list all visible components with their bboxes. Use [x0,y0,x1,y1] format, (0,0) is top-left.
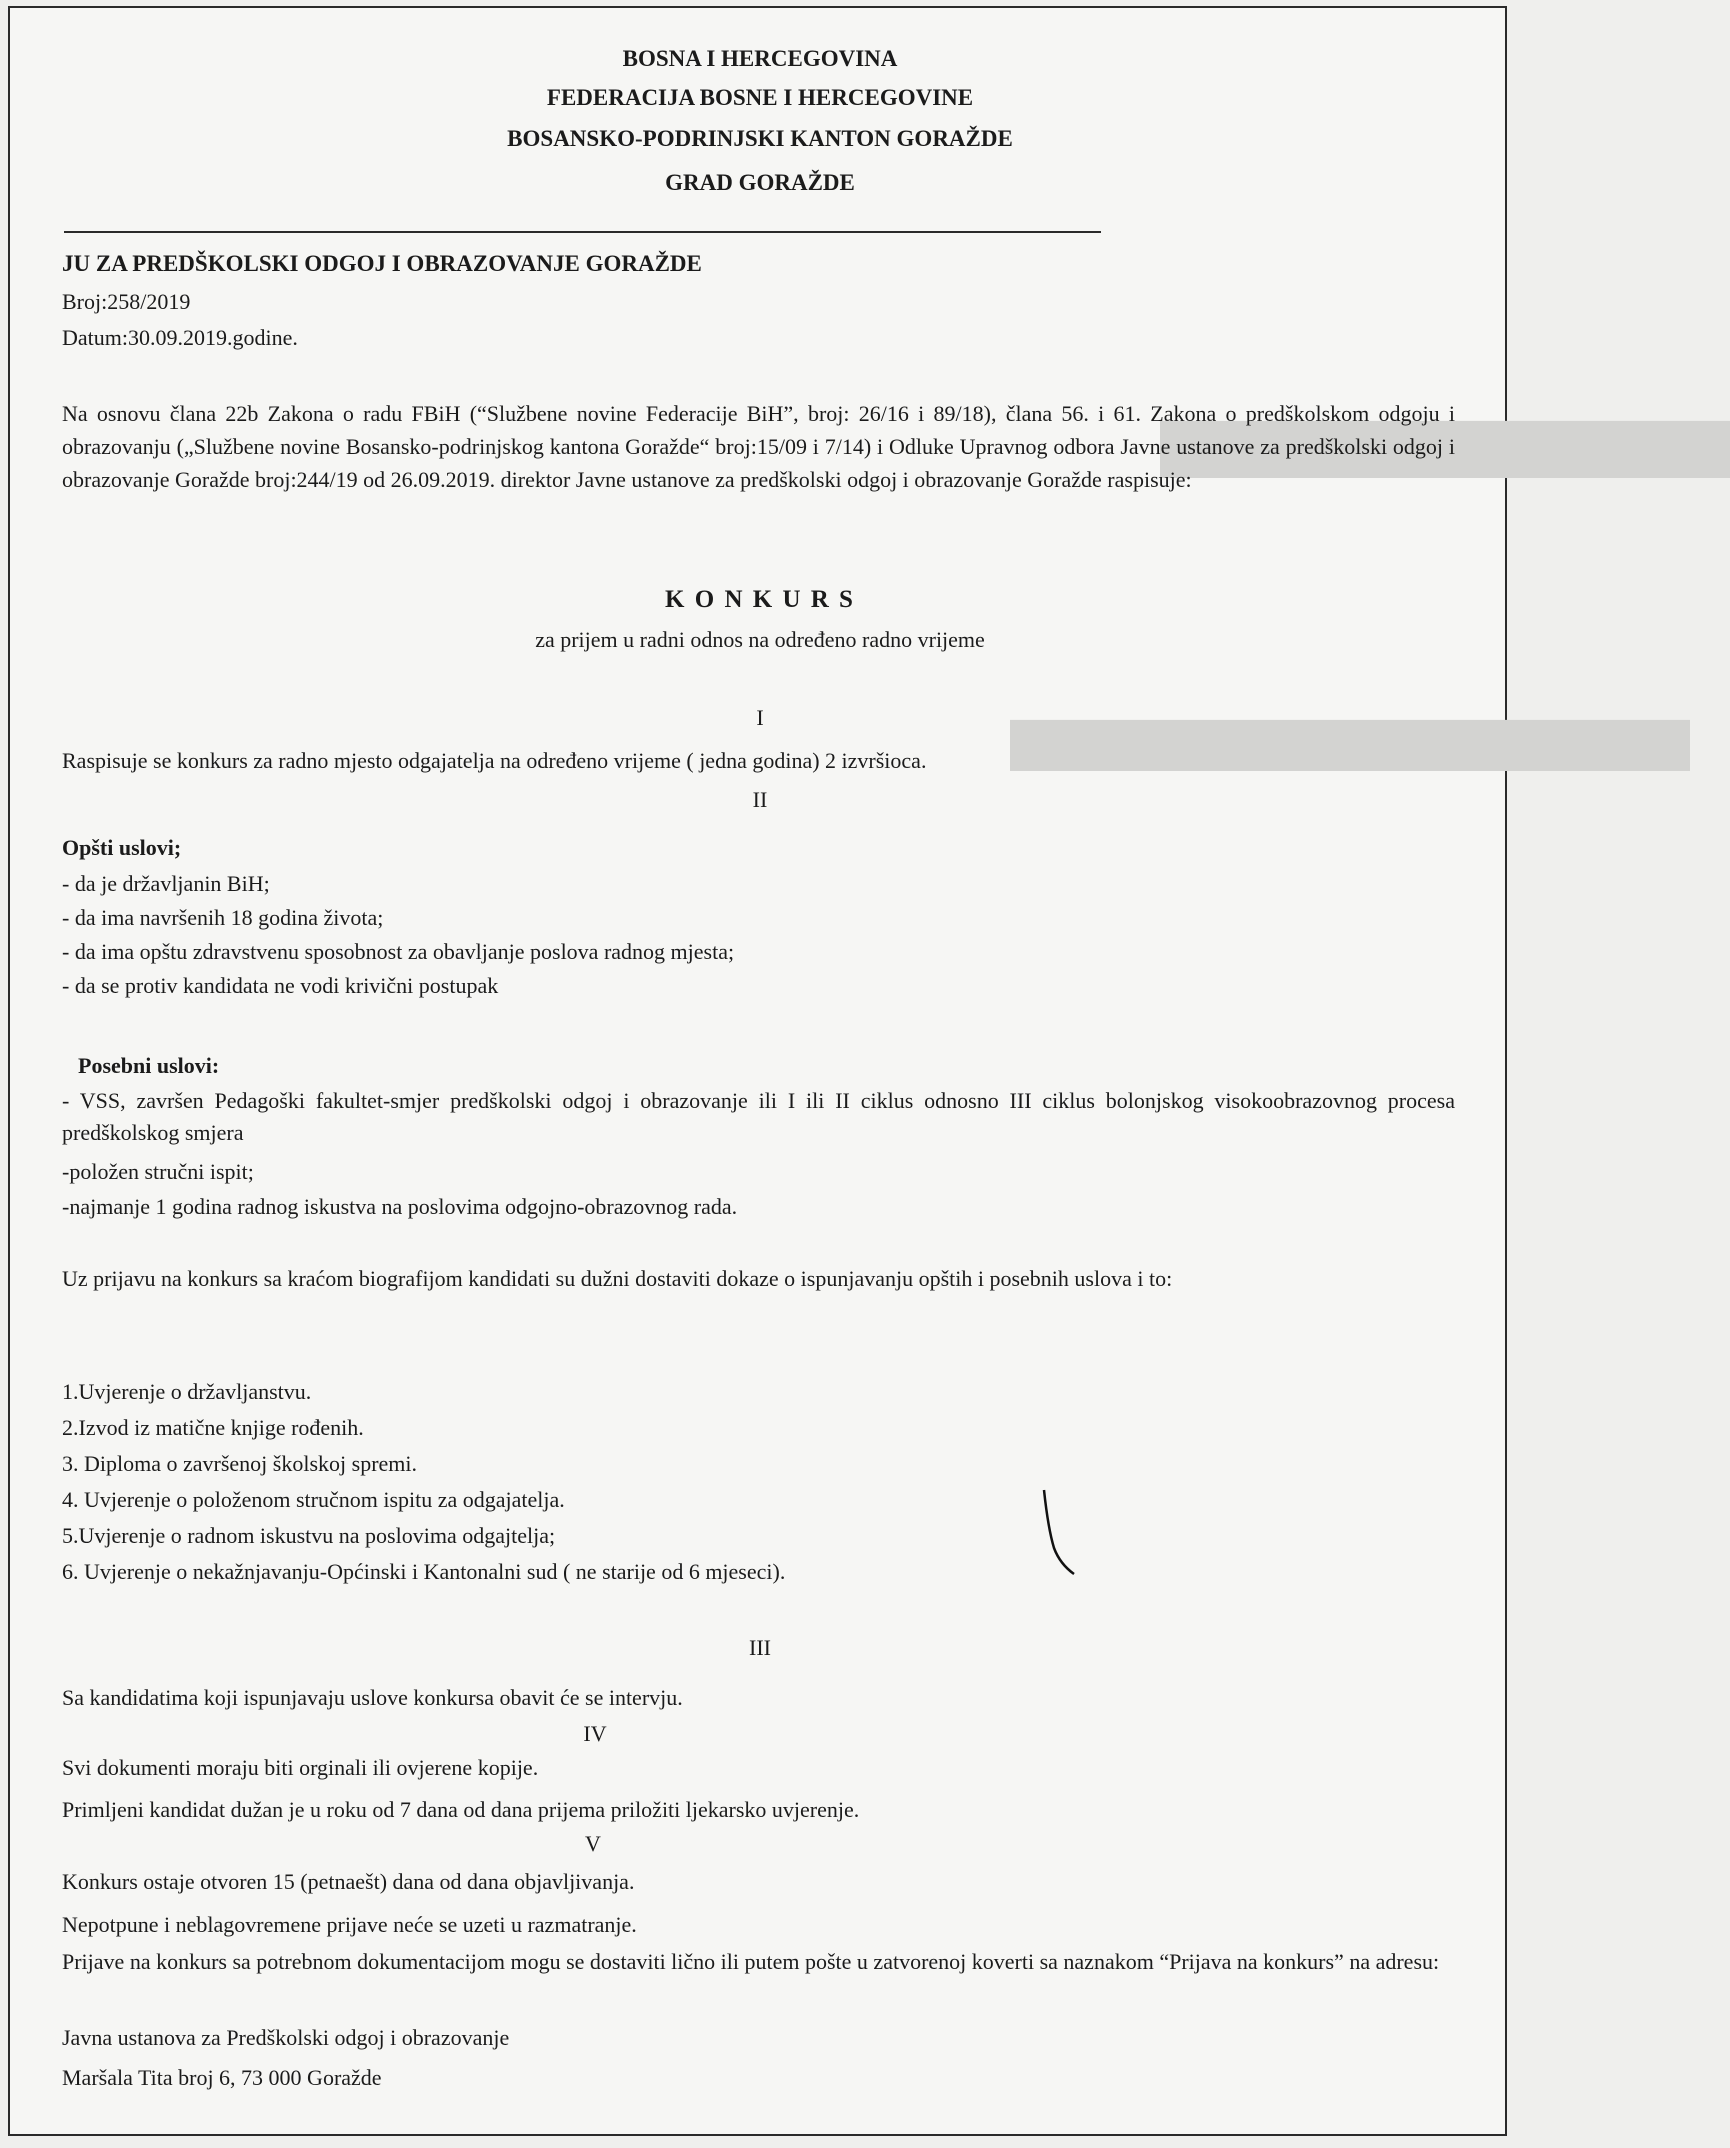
general-condition-item: - da ima opštu zdravstvenu sposobnost za obavljanje poslova radnog mjesta; [62,939,735,964]
general-condition-item: - da ima navršenih 18 godina života; [62,905,384,930]
document-list-item: 1.Uvjerenje o državljanstvu. [62,1379,312,1404]
document-list-item: 2.Izvod iz matične knjige rođenih. [62,1415,364,1440]
section-5-text-2: Nepotpune i neblagovremene prijave neće se uzeti u razmatranje. [62,1912,637,1937]
section-3-text: Sa kandidatima koji ispunjavaju uslove konkursa obavit će se intervju. [62,1685,683,1710]
header-line-3: BOSANSKO-PODRINJSKI KANTON GORAŽDE [507,126,1013,151]
konkurs-title: K O N K U R S [665,586,855,613]
special-conditions-title: Posebni uslovi: [78,1053,220,1078]
section-5-text-1: Konkurs ostaje otvoren 15 (petnaešt) dana od dana objavljivanja. [62,1869,635,1894]
section-numeral-5: V [585,1831,601,1856]
document-page [8,6,1730,2136]
document-list-item: 6. Uvjerenje o nekažnjavanju-Općinski i Kantonalni sud ( ne starije od 6 mjeseci). [62,1559,786,1584]
section-numeral-3: III [749,1635,771,1660]
section-numeral-1: I [756,705,764,730]
section-4-text-1: Svi dokumenti moraju biti orginali ili ovjerene kopije. [62,1755,539,1780]
header-line-2: FEDERACIJA BOSNE I HERCEGOVINE [546,85,974,110]
header-line-1: BOSNA I HERCEGOVINA [622,46,898,71]
intro-paragraph: Na osnovu člana 22b Zakona o radu FBiH (“Službene novine Federacije BiH”, broj: 26/16 i 89/18), člana 56. i 61. Zakona o predškolskom odgoju i obrazovanju („Službene novine Bosansko-podrinjskog kantona Goražde“ broj:15/09 i 7/14) i Odluke Upravnog odbora Javne ustanove za predškolski odgoj i obrazovanje Goražde broj:244/19 od 26.09.2019. direktor Javne ustanove za predškolski odgoj i obrazovanje Goražde raspisuje: [62,401,1455,492]
header-divider [64,231,1101,233]
section-4-text-2: Primljeni kandidat dužan je u roku od 7 dana od dana prijema priložiti ljekarsko uvjerenje. [62,1797,860,1822]
address-line-2: Maršala Tita broj 6, 73 000 Goražde [62,2065,382,2090]
bleed-through-decoration: ▬▬▬ [1160,307,1730,519]
header-line-4: GRAD GORAŽDE [665,170,855,195]
documents-intro: Uz prijavu na konkurs sa kraćom biografijom kandidati su dužni dostaviti dokaze o ispunjavanju opštih i posebnih uslova i to: [62,1266,1173,1291]
pen-mark-decoration [1040,1488,1080,1578]
bleed-through-decoration: ▬▬▬▬ [1010,618,1690,808]
institution-name: JU ZA PREDŠKOLSKI ODGOJ I OBRAZOVANJE GORAŽDE [62,251,702,276]
general-condition-item: - da je državljanin BiH; [62,871,270,896]
section-5-text-3: Prijave na konkurs sa potrebnom dokumentacijom mogu se dostaviti lično ili putem pošte u zatvorenoj koverti sa naznakom “Prijava na konkurs” na adresu: [62,1949,1440,1974]
section-numeral-2: II [752,787,768,812]
general-condition-item: - da se protiv kandidata ne vodi krivični postupak [62,973,499,998]
address-line-1: Javna ustanova za Predškolski odgoj i obrazovanje [62,2025,510,2050]
document-date: Datum:30.09.2019.godine. [62,325,298,350]
special-condition-item: - VSS, završen Pedagoški fakultet-smjer predškolski odgoj i obrazovanje ili I ili II ciklus odnosno III ciklus bolonjskog visokoobrazovnog procesa predškolskog smjera [62,1088,1455,1145]
document-list-item: 3. Diploma o završenoj školskoj spremi. [62,1451,418,1476]
special-condition-item: -položen stručni ispit; [62,1159,254,1184]
section-1-text: Raspisuje se konkurs za radno mjesto odgajatelja na određeno vrijeme ( jedna godina) 2 izvršioca. [62,748,927,773]
special-condition-item: -najmanje 1 godina radnog iskustva na poslovima odgojno-obrazovnog rada. [62,1194,738,1219]
document-list-item: 5.Uvjerenje o radnom iskustvu na poslovima odgajtelja; [62,1523,556,1548]
document-list-item: 4. Uvjerenje o položenom stručnom ispitu za odgajatelja. [62,1487,565,1512]
document-number: Broj:258/2019 [62,289,191,314]
section-numeral-4: IV [583,1721,607,1746]
konkurs-subtitle: za prijem u radni odnos na određeno radno vrijeme [535,627,985,652]
general-conditions-title: Opšti uslovi; [62,835,182,860]
